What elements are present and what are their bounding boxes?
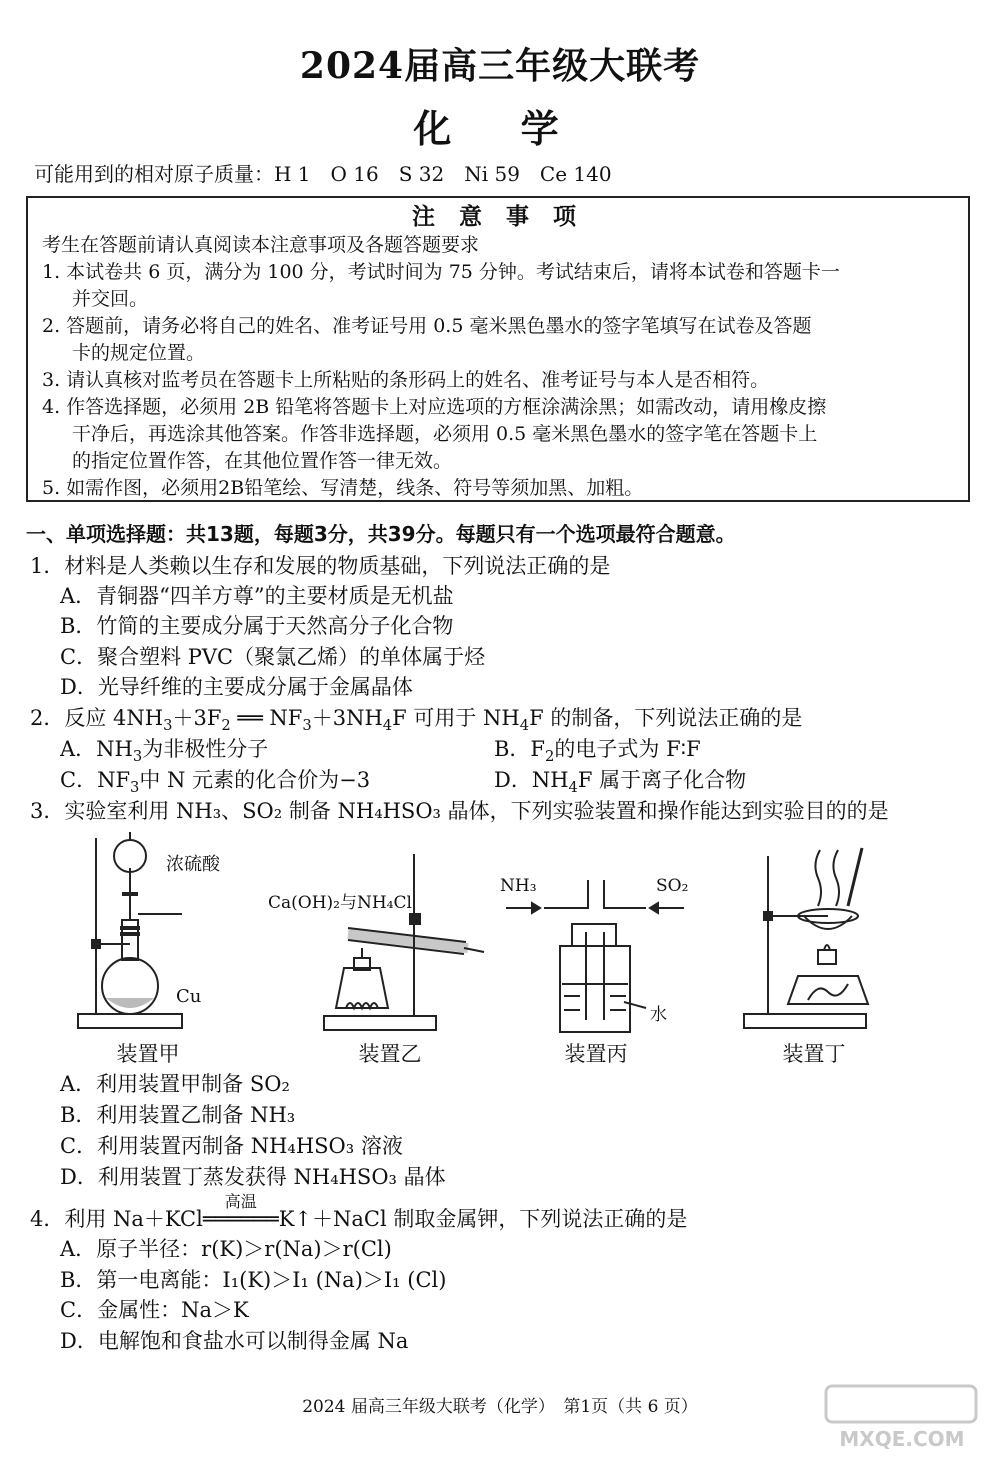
section-heading: 一、单项选择题：共13题，每题3分，共39分。每题只有一个选项最符合题意。 xyxy=(26,522,736,546)
reaction-condition: 高温 ══════ xyxy=(202,1192,279,1231)
q1-option-d: D．光导纤维的主要成分属于金属晶体 xyxy=(60,675,413,699)
notice-intro: 考生在答题前请认真阅读本注意事项及各题答题要求 xyxy=(42,234,480,256)
atomic-masses: 可能用到的相对原子质量：H 1 O 16 S 32 Ni 59 Ce 140 xyxy=(34,162,612,186)
label-cu: Cu xyxy=(176,986,202,1007)
label-conc-acid: 浓硫酸 xyxy=(166,854,220,875)
label-reagent: Ca(OH)₂与NH₄Cl xyxy=(268,893,412,913)
apparatus-a-diagram xyxy=(70,828,260,1038)
question-3-stem: 3．实验室利用 NH₃、SO₂ 制备 NH₄HSO₃ 晶体，下列实验装置和操作能达到实验目的的是 xyxy=(30,799,889,823)
q3-option-d: D．利用装置丁蒸发获得 NH₄HSO₃ 晶体 xyxy=(60,1165,446,1189)
notice-line: 2. 答题前，请务必将自己的姓名、准考证号用 0.5 毫米黑色墨水的签字笔填写在试卷及答题 xyxy=(42,315,812,337)
notice-line: 5. 如需作图，必须用2B铅笔绘、写清楚，线条、符号等须加黑、加粗。 xyxy=(42,477,644,499)
label-so2: SO₂ xyxy=(656,876,689,896)
question-2-stem: 2．反应 $4NH_3+3F_2$ ══ $NF_3+3NH_4F$ 可用于 $NH_4F$ 的制备，下列说法正确的是 xyxy=(30,706,803,735)
q4-option-b: B．第一电离能：I₁(K)＞I₁ (Na)＞I₁ (Cl) xyxy=(60,1268,447,1292)
notice-line: 4. 作答选择题，必须用 2B 铅笔将答题卡上对应选项的方框涂满涂黑；如需改动，请用橡皮擦 xyxy=(42,396,827,418)
notice-line: 3. 请认真核对监考员在答题卡上所粘贴的条形码上的姓名、准考证号与本人是否相符。 xyxy=(42,369,770,391)
svg-text:MXQE.COM: MXQE.COM xyxy=(839,1427,965,1451)
apparatus-d-diagram xyxy=(738,846,888,1036)
apparatus-b-diagram xyxy=(318,848,488,1038)
notice-line: 的指定位置作答，在其他位置作答一律无效。 xyxy=(72,450,453,472)
notice-line: 干净后，再选涂其他答案。作答非选择题，必须用 0.5 毫米黑色墨水的签字笔在答题卡上 xyxy=(72,423,818,445)
q4-option-c: C．金属性：Na＞K xyxy=(60,1298,249,1322)
question-1-stem: 1．材料是人类赖以生存和发展的物质基础，下列说法正确的是 xyxy=(30,554,611,578)
q3-option-a: A．利用装置甲制备 SO₂ xyxy=(60,1072,290,1096)
notice-box xyxy=(26,196,970,502)
notice-line: 1. 本试卷共 6 页，满分为 100 分，考试时间为 75 分钟。考试结束后，请将本试卷和答题卡一 xyxy=(42,261,840,283)
caption-apparatus-a: 装置甲 xyxy=(116,1042,180,1066)
exam-title: 2024届高三年级大联考 xyxy=(299,45,701,87)
q2-option-b: B．$F_2$的电子式为 F∶F xyxy=(494,737,701,766)
page-footer: 2024 届高三年级大联考（化学） 第1页（共 6 页） xyxy=(302,1397,698,1417)
caption-apparatus-b: 装置乙 xyxy=(358,1042,422,1066)
notice-line: 卡的规定位置。 xyxy=(72,342,206,364)
notice-title: 注 意 事 项 xyxy=(411,203,585,230)
label-nh3: NH₃ xyxy=(500,876,537,896)
q2-option-d: D．$NH_4F$ 属于离子化合物 xyxy=(494,768,747,797)
label-water: 水 xyxy=(650,1005,667,1025)
q1-option-a: A．青铜器“四羊方尊”的主要材质是无机盐 xyxy=(60,584,454,608)
q2-option-a: A．$NH_3$为非极性分子 xyxy=(60,737,269,766)
q2-option-c: C．$NF_3$中 N 元素的化合价为−3 xyxy=(60,768,371,797)
q4-option-d: D．电解饱和食盐水可以制得金属 Na xyxy=(60,1329,409,1353)
electron-formula: F∶F xyxy=(666,737,701,761)
q3-option-c: C．利用装置丙制备 NH₄HSO₃ 溶液 xyxy=(60,1134,403,1158)
notice-line: 并交回。 xyxy=(72,288,149,310)
q1-option-c: C．聚合塑料 PVC（聚氯乙烯）的单体属于烃 xyxy=(60,645,486,669)
q4-option-a: A．原子半径：r(K)＞r(Na)＞r(Cl) xyxy=(60,1237,392,1261)
caption-apparatus-d: 装置丁 xyxy=(782,1042,846,1066)
question-4-stem: 4．利用 Na＋KCl 高温 ══════K↑＋NaCl 制取金属钾，下列说法正确的是 xyxy=(30,1192,688,1231)
watermark-logo xyxy=(822,1382,982,1452)
apparatus-c-diagram xyxy=(500,872,700,1038)
q1-option-b: B．竹简的主要成分属于天然高分子化合物 xyxy=(60,614,454,638)
caption-apparatus-c: 装置丙 xyxy=(564,1042,628,1066)
subject-title: 化 学 xyxy=(413,106,587,151)
q3-option-b: B．利用装置乙制备 NH₃ xyxy=(60,1103,296,1127)
